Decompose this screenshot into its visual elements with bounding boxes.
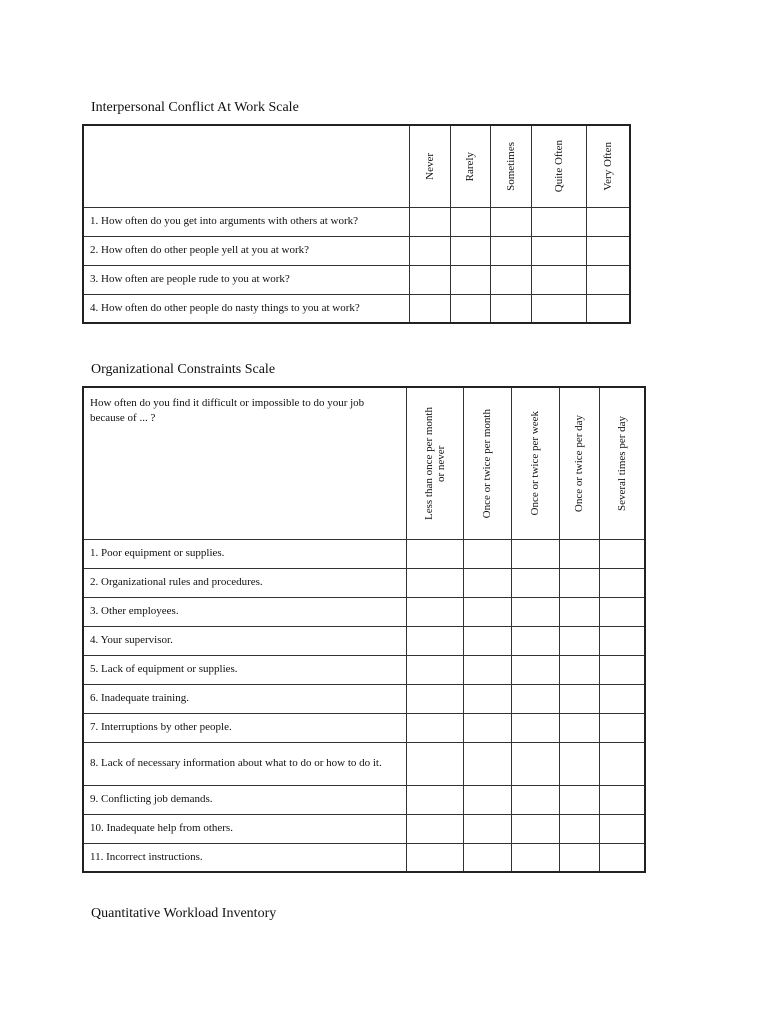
question-text: 3. Other employees.	[83, 597, 406, 626]
question-text: 2. How often do other people yell at you at work?	[83, 236, 409, 265]
response-cell[interactable]	[599, 785, 645, 814]
question-text: 7. Interruptions by other people.	[83, 713, 406, 742]
question-text: 1. How often do you get into arguments with others at work?	[83, 207, 409, 236]
response-cell[interactable]	[463, 713, 511, 742]
response-cell[interactable]	[463, 843, 511, 872]
table-row	[83, 626, 645, 655]
column-header	[409, 125, 450, 207]
response-cell[interactable]	[511, 597, 559, 626]
response-cell[interactable]	[599, 597, 645, 626]
question-text: 4. Your supervisor.	[83, 626, 406, 655]
column-header-label: Several times per day	[615, 415, 628, 511]
response-cell[interactable]	[406, 597, 463, 626]
question-text: 3. How often are people rude to you at work?	[83, 265, 409, 294]
response-cell[interactable]	[559, 684, 599, 713]
response-cell[interactable]	[406, 742, 463, 785]
column-header	[490, 125, 531, 207]
column-header-label: Less than once per month or never	[422, 406, 447, 520]
response-cell[interactable]	[409, 265, 450, 294]
response-cell[interactable]	[511, 814, 559, 843]
response-cell[interactable]	[599, 684, 645, 713]
table-row	[83, 785, 645, 814]
response-cell[interactable]	[559, 742, 599, 785]
response-cell[interactable]	[586, 236, 630, 265]
column-header-label: Never	[423, 152, 436, 180]
response-cell[interactable]	[559, 713, 599, 742]
question-text: 11. Incorrect instructions.	[83, 843, 406, 872]
response-cell[interactable]	[511, 568, 559, 597]
response-cell[interactable]	[450, 207, 490, 236]
response-cell[interactable]	[409, 207, 450, 236]
response-cell[interactable]	[406, 843, 463, 872]
scale1-title: Interpersonal Conflict At Work Scale	[91, 100, 299, 115]
response-cell[interactable]	[463, 655, 511, 684]
response-cell[interactable]	[490, 207, 531, 236]
question-text: 10. Inadequate help from others.	[83, 814, 406, 843]
column-header	[406, 387, 463, 539]
column-header	[599, 387, 645, 539]
response-cell[interactable]	[559, 597, 599, 626]
response-cell[interactable]	[511, 785, 559, 814]
response-cell[interactable]	[511, 539, 559, 568]
response-cell[interactable]	[463, 684, 511, 713]
response-cell[interactable]	[599, 626, 645, 655]
response-cell[interactable]	[490, 265, 531, 294]
response-cell[interactable]	[406, 814, 463, 843]
table-row	[83, 742, 645, 785]
table-row	[83, 843, 645, 872]
response-cell[interactable]	[531, 265, 586, 294]
header-blank-cell	[83, 125, 409, 207]
table-row	[83, 655, 645, 684]
response-cell[interactable]	[599, 814, 645, 843]
response-cell[interactable]	[406, 626, 463, 655]
column-header-label: Sometimes	[504, 141, 517, 191]
response-cell[interactable]	[406, 713, 463, 742]
response-cell[interactable]	[450, 265, 490, 294]
question-text: 8. Lack of necessary information about what to do or how to do it.	[83, 742, 406, 785]
response-cell[interactable]	[406, 655, 463, 684]
question-text: 2. Organizational rules and procedures.	[83, 568, 406, 597]
response-cell[interactable]	[586, 265, 630, 294]
response-cell[interactable]	[511, 684, 559, 713]
response-cell[interactable]	[450, 236, 490, 265]
response-cell[interactable]	[490, 294, 531, 323]
organizational-constraints-table	[82, 386, 646, 873]
response-cell[interactable]	[406, 684, 463, 713]
response-cell[interactable]	[586, 294, 630, 323]
response-cell[interactable]	[463, 814, 511, 843]
response-cell[interactable]	[490, 236, 531, 265]
response-cell[interactable]	[559, 539, 599, 568]
response-cell[interactable]	[559, 655, 599, 684]
column-header	[511, 387, 559, 539]
column-header-label: Quite Often	[552, 140, 565, 193]
response-cell[interactable]	[531, 294, 586, 323]
column-header-label: Very Often	[601, 141, 614, 191]
response-cell[interactable]	[463, 785, 511, 814]
response-cell[interactable]	[463, 568, 511, 597]
scale3-title: Quantitative Workload Inventory	[91, 906, 277, 921]
response-cell[interactable]	[559, 568, 599, 597]
response-cell[interactable]	[406, 785, 463, 814]
table-header-row	[83, 125, 630, 207]
question-text: 6. Inadequate training.	[83, 684, 406, 713]
column-header-label: Once or twice per month	[481, 408, 493, 518]
response-cell[interactable]	[599, 655, 645, 684]
response-cell[interactable]	[511, 655, 559, 684]
response-cell[interactable]	[559, 785, 599, 814]
header-prompt: How often do you find it difficult or impossible to do your job because of ... ?	[83, 387, 406, 539]
column-header-label: Once or twice per day	[573, 414, 585, 512]
table-row	[83, 568, 645, 597]
response-cell[interactable]	[463, 539, 511, 568]
table-row	[83, 236, 630, 265]
table-row	[83, 539, 645, 568]
table-row	[83, 684, 645, 713]
table-row	[83, 207, 630, 236]
table-row	[83, 713, 645, 742]
question-text: 4. How often do other people do nasty things to you at work?	[83, 294, 409, 323]
interpersonal-conflict-table	[82, 124, 631, 324]
response-cell[interactable]	[599, 713, 645, 742]
table-row	[83, 265, 630, 294]
response-cell[interactable]	[406, 568, 463, 597]
response-cell[interactable]	[511, 713, 559, 742]
question-text: 1. Poor equipment or supplies.	[83, 539, 406, 568]
column-header	[559, 387, 599, 539]
response-cell[interactable]	[599, 742, 645, 785]
response-cell[interactable]	[586, 207, 630, 236]
response-cell[interactable]	[559, 626, 599, 655]
scale2-title: Organizational Constraints Scale	[91, 362, 276, 377]
response-cell[interactable]	[406, 539, 463, 568]
response-cell[interactable]	[409, 236, 450, 265]
column-header	[450, 125, 490, 207]
response-cell[interactable]	[463, 742, 511, 785]
table-header-row	[83, 387, 645, 539]
response-cell[interactable]	[463, 597, 511, 626]
column-header-label: Once or twice per week	[529, 411, 541, 516]
table-row	[83, 294, 630, 323]
column-header	[463, 387, 511, 539]
column-header	[586, 125, 630, 207]
response-cell[interactable]	[511, 843, 559, 872]
question-text: 9. Conflicting job demands.	[83, 785, 406, 814]
response-cell[interactable]	[463, 626, 511, 655]
response-cell[interactable]	[450, 294, 490, 323]
response-cell[interactable]	[511, 742, 559, 785]
column-header-label: Rarely	[464, 151, 476, 181]
response-cell[interactable]	[599, 568, 645, 597]
column-header	[531, 125, 586, 207]
response-cell[interactable]	[599, 843, 645, 872]
response-cell[interactable]	[559, 814, 599, 843]
response-cell[interactable]	[531, 236, 586, 265]
response-cell[interactable]	[599, 539, 645, 568]
response-cell[interactable]	[559, 843, 599, 872]
response-cell[interactable]	[511, 626, 559, 655]
question-text: 5. Lack of equipment or supplies.	[83, 655, 406, 684]
table-row	[83, 597, 645, 626]
response-cell[interactable]	[409, 294, 450, 323]
table-row	[83, 814, 645, 843]
response-cell[interactable]	[531, 207, 586, 236]
